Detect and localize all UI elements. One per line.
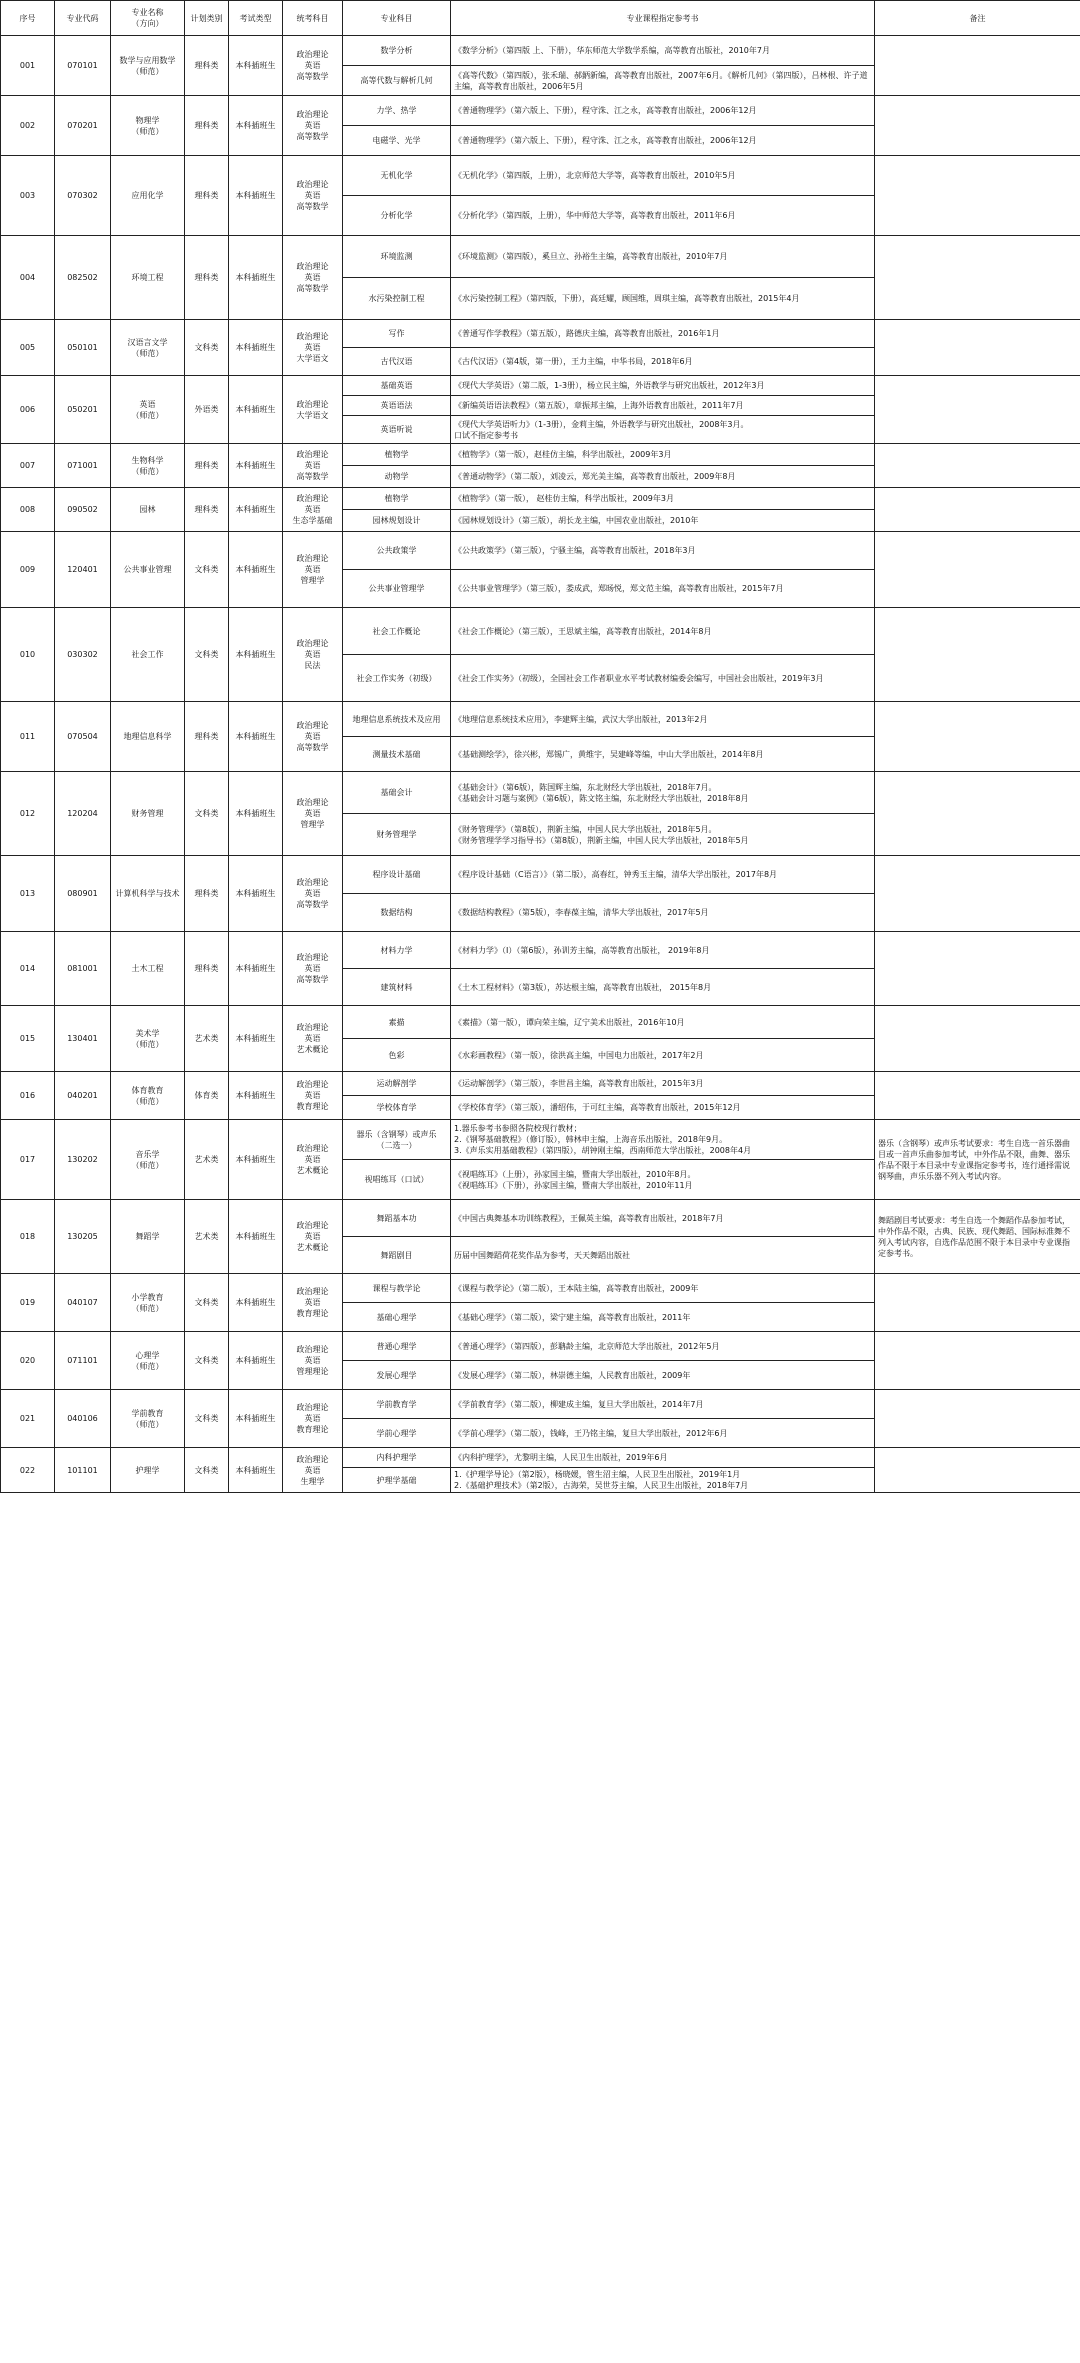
row-plan: 艺术类 [185,1120,229,1200]
row-unified-subjects: 政治理论 英语 教育理论 [283,1274,343,1332]
row-subject: 素描 [343,1006,451,1039]
row-major-name: 心理学 （师范） [111,1332,185,1390]
row-major-name: 英语 （师范） [111,376,185,444]
row-plan: 文科类 [185,320,229,376]
header-book: 专业课程指定参考书 [451,1,875,36]
row-reference-book: 《水彩画教程》（第一版），徐洪高主编，中国电力出版社，2017年2月 [451,1039,875,1072]
row-code: 130401 [55,1006,111,1072]
row-reference-book: 《发展心理学》（第二版），林崇德主编，人民教育出版社，2009年 [451,1361,875,1390]
row-note [875,532,1080,608]
row-major-name: 护理学 [111,1448,185,1493]
row-subject: 社会工作概论 [343,608,451,655]
row-note [875,856,1080,932]
row-subject: 色彩 [343,1039,451,1072]
row-major-name: 数学与应用数学 （师范） [111,36,185,96]
row-subject: 程序设计基础 [343,856,451,894]
row-exam-type: 本科插班生 [229,156,283,236]
row-reference-book: 《普通动物学》（第二版），刘凌云，郑光美主编，高等教育出版社，2009年8月 [451,466,875,488]
row-reference-book: 《新编英语语法教程》（第五版），章振邦主编，上海外语教育出版社，2011年7月 [451,396,875,416]
row-unified-subjects: 政治理论 英语 高等数学 [283,932,343,1006]
row-subject: 材料力学 [343,932,451,969]
row-note [875,444,1080,488]
row-subject: 学前心理学 [343,1419,451,1448]
row-plan: 文科类 [185,772,229,856]
row-subject: 财务管理学 [343,814,451,856]
row-reference-book: 《现代大学英语》（第二版，1-3册），杨立民主编，外语教学与研究出版社，2012年3月 [451,376,875,396]
row-plan: 理科类 [185,236,229,320]
row-exam-type: 本科插班生 [229,376,283,444]
row-note [875,1072,1080,1120]
row-exam-type: 本科插班生 [229,1274,283,1332]
row-plan: 理科类 [185,488,229,532]
row-reference-book: 《学校体育学》（第三版），潘绍伟，于可红主编，高等教育出版社，2015年12月 [451,1096,875,1120]
row-major-name: 美术学 （师范） [111,1006,185,1072]
row-no: 016 [1,1072,55,1120]
row-no: 009 [1,532,55,608]
row-subject: 视唱练耳（口试） [343,1160,451,1200]
row-reference-book: 《植物学》（第一版）， 赵桂仿主编，科学出版社，2009年3月 [451,488,875,510]
row-reference-book: 《基础测绘学》，徐兴彬，郑锡广，黄维宇，吴建峰等编，中山大学出版社，2014年8月 [451,737,875,772]
row-code: 130202 [55,1120,111,1200]
header-no: 序号 [1,1,55,36]
row-plan: 文科类 [185,532,229,608]
row-reference-book: 《运动解剖学》（第三版），李世昌主编，高等教育出版社，2015年3月 [451,1072,875,1096]
row-code: 080901 [55,856,111,932]
table-row [1,376,1080,396]
header-plan: 计划类别 [185,1,229,36]
row-plan: 艺术类 [185,1200,229,1274]
row-exam-type: 本科插班生 [229,1448,283,1493]
row-subject: 普通心理学 [343,1332,451,1361]
row-no: 017 [1,1120,55,1200]
row-major-name: 计算机科学与技术 [111,856,185,932]
row-subject: 内科护理学 [343,1448,451,1468]
row-unified-subjects: 政治理论 英语 教育理论 [283,1390,343,1448]
row-subject: 植物学 [343,488,451,510]
row-plan: 理科类 [185,932,229,1006]
row-code: 040201 [55,1072,111,1120]
row-reference-book: 《普通心理学》（第四版），彭聃龄主编，北京师范大学出版社，2012年5月 [451,1332,875,1361]
row-subject: 社会工作实务（初级） [343,655,451,702]
row-subject: 舞蹈基本功 [343,1200,451,1237]
row-no: 021 [1,1390,55,1448]
row-reference-book: 《素描》（第一版），谭向荣主编，辽宁美术出版社，2016年10月 [451,1006,875,1039]
row-exam-type: 本科插班生 [229,1332,283,1390]
row-no: 010 [1,608,55,702]
row-unified-subjects: 政治理论 英语 生理学 [283,1448,343,1493]
row-subject: 分析化学 [343,196,451,236]
header-note: 备注 [875,1,1080,36]
table-row [1,444,1080,466]
row-unified-subjects: 政治理论 英语 高等数学 [283,96,343,156]
row-unified-subjects: 政治理论 英语 管理学 [283,532,343,608]
row-note [875,236,1080,320]
row-reference-book: 《中国古典舞基本功训练教程》，王佩英主编，高等教育出版社，2018年7月 [451,1200,875,1237]
row-exam-type: 本科插班生 [229,932,283,1006]
row-note [875,1332,1080,1390]
row-subject: 水污染控制工程 [343,278,451,320]
row-reference-book: 《数学分析》（第四版 上、下册），华东师范大学数学系编，高等教育出版社，2010年7月 [451,36,875,66]
row-unified-subjects: 政治理论 英语 管理理论 [283,1332,343,1390]
row-no: 013 [1,856,55,932]
row-subject: 高等代数与解析几何 [343,66,451,96]
row-reference-book: 《学前心理学》（第二版），钱峰，王乃铭主编，复旦大学出版社，2012年6月 [451,1419,875,1448]
row-note [875,1390,1080,1448]
row-subject: 基础心理学 [343,1303,451,1332]
row-unified-subjects: 政治理论 英语 艺术概论 [283,1006,343,1072]
row-major-name: 小学教育 （师范） [111,1274,185,1332]
row-reference-book: 《视唱练耳》（上册），孙家国主编，暨南大学出版社，2010年8月。 《视唱练耳》（下册），孙家国主编，暨南大学出版社，2010年11月 [451,1160,875,1200]
row-note [875,1274,1080,1332]
row-subject: 学校体育学 [343,1096,451,1120]
row-reference-book: 1.器乐参考书参照各院校现行教材； 2.《钢琴基础教程》（修订版），韩林申主编，上海音乐出版社，2018年9月。 3.《声乐实用基础教程》（第四版），胡钟刚主编，西南师范大学出版社，2008年4月 [451,1120,875,1160]
row-unified-subjects: 政治理论 英语 高等数学 [283,236,343,320]
row-plan: 理科类 [185,702,229,772]
row-unified-subjects: 政治理论 英语 教育理论 [283,1072,343,1120]
row-subject: 电磁学、光学 [343,126,451,156]
row-no: 011 [1,702,55,772]
row-no: 018 [1,1200,55,1274]
row-subject: 运动解剖学 [343,1072,451,1096]
row-unified-subjects: 政治理论 英语 民法 [283,608,343,702]
row-reference-book: 《基础心理学》（第二版），梁宁建主编，高等教育出版社，2011年 [451,1303,875,1332]
row-exam-type: 本科插班生 [229,1072,283,1120]
row-note [875,1448,1080,1493]
row-code: 070302 [55,156,111,236]
row-subject: 发展心理学 [343,1361,451,1390]
row-note: 舞蹈剧目考试要求：考生自选一个舞蹈作品参加考试，中外作品不限，古典、民族、现代舞蹈、国际标准舞不列入考试内容，自选作品范围不限于本目录中专业课指定参考书。 [875,1200,1080,1274]
row-reference-book: 《现代大学英语听力》（1-3册），金莉主编，外语教学与研究出版社，2008年3月。 口试不指定参考书 [451,416,875,444]
row-code: 082502 [55,236,111,320]
row-subject: 数学分析 [343,36,451,66]
row-subject: 地理信息系统技术及应用 [343,702,451,737]
row-plan: 艺术类 [185,1006,229,1072]
row-reference-book: 历届中国舞蹈荷花奖作品为参考，天天舞蹈出版社 [451,1237,875,1274]
row-subject: 无机化学 [343,156,451,196]
table-row [1,1200,1080,1237]
row-no: 003 [1,156,55,236]
row-major-name: 体育教育 （师范） [111,1072,185,1120]
row-plan: 外语类 [185,376,229,444]
table-row [1,702,1080,737]
row-major-name: 财务管理 [111,772,185,856]
row-code: 090502 [55,488,111,532]
row-no: 004 [1,236,55,320]
row-plan: 理科类 [185,96,229,156]
row-note [875,488,1080,532]
row-code: 040106 [55,1390,111,1448]
row-no: 008 [1,488,55,532]
row-note [875,772,1080,856]
row-code: 070201 [55,96,111,156]
table-body [1,36,1080,1493]
row-reference-book: 《社会工作概论》（第三版），王思斌主编，高等教育出版社，2014年8月 [451,608,875,655]
row-unified-subjects: 政治理论 英语 艺术概论 [283,1120,343,1200]
row-no: 012 [1,772,55,856]
table-row [1,856,1080,894]
row-code: 130205 [55,1200,111,1274]
row-reference-book: 《公共政策学》（第三版），宁骚主编，高等教育出版社，2018年3月 [451,532,875,570]
row-plan: 理科类 [185,36,229,96]
row-subject: 公共政策学 [343,532,451,570]
row-note [875,608,1080,702]
row-subject: 力学、热学 [343,96,451,126]
row-exam-type: 本科插班生 [229,772,283,856]
row-major-name: 生物科学 （师范） [111,444,185,488]
table-header-row [1,1,1080,36]
row-plan: 文科类 [185,1448,229,1493]
header-name: 专业名称 （方向） [111,1,185,36]
row-exam-type: 本科插班生 [229,36,283,96]
row-major-name: 音乐学 （师范） [111,1120,185,1200]
row-exam-type: 本科插班生 [229,608,283,702]
row-unified-subjects: 政治理论 英语 大学语文 [283,320,343,376]
row-major-name: 社会工作 [111,608,185,702]
row-subject: 基础英语 [343,376,451,396]
header-subject: 专业科目 [343,1,451,36]
row-subject: 基础会计 [343,772,451,814]
row-plan: 理科类 [185,856,229,932]
row-unified-subjects: 政治理论 英语 管理学 [283,772,343,856]
row-exam-type: 本科插班生 [229,1390,283,1448]
row-subject: 器乐（含钢琴）或声乐 （二选一） [343,1120,451,1160]
row-reference-book: 《水污染控制工程》（第四版，下册），高廷耀，顾国维，周琪主编，高等教育出版社，2015年4月 [451,278,875,320]
row-subject: 动物学 [343,466,451,488]
row-no: 005 [1,320,55,376]
row-note [875,702,1080,772]
row-subject: 公共事业管理学 [343,570,451,608]
table-row [1,1006,1080,1039]
row-reference-book: 《基础会计》（第6版），陈国辉主编，东北财经大学出版社，2018年7月。 《基础会计习题与案例》（第6版），陈文铭主编，东北财经大学出版社，2018年8月 [451,772,875,814]
row-subject: 英语听说 [343,416,451,444]
row-no: 019 [1,1274,55,1332]
row-exam-type: 本科插班生 [229,702,283,772]
header-exam-type: 考试类型 [229,1,283,36]
row-plan: 理科类 [185,156,229,236]
row-note [875,376,1080,444]
row-reference-book: 《财务管理学》（第8版），荆新主编，中国人民大学出版社，2018年5月。 《财务管理学学习指导书》（第8版），荆新主编，中国人民大学出版社，2018年5月 [451,814,875,856]
row-reference-book: 《材料力学》（Ⅰ）（第6版），孙训芳主编，高等教育出版社， 2019年8月 [451,932,875,969]
row-reference-book: 1.《护理学导论》（第2版），杨晓媛，管生沼主编，人民卫生出版社，2019年1月 2.《基础护理技术》（第2版），古海荣，吴世芬主编，人民卫生出版社，2018年7月 [451,1468,875,1493]
row-exam-type: 本科插班生 [229,1120,283,1200]
row-subject: 环境监测 [343,236,451,278]
table-row [1,1390,1080,1419]
row-major-name: 汉语言文学 （师范） [111,320,185,376]
row-major-name: 应用化学 [111,156,185,236]
row-code: 070101 [55,36,111,96]
row-note [875,156,1080,236]
row-plan: 文科类 [185,1274,229,1332]
table-row [1,156,1080,196]
row-major-name: 舞蹈学 [111,1200,185,1274]
row-code: 070504 [55,702,111,772]
row-reference-book: 《数据结构教程》（第5版），李春葆主编，清华大学出版社，2017年5月 [451,894,875,932]
header-code: 专业代码 [55,1,111,36]
row-exam-type: 本科插班生 [229,444,283,488]
row-exam-type: 本科插班生 [229,856,283,932]
row-major-name: 园林 [111,488,185,532]
row-subject: 护理学基础 [343,1468,451,1493]
row-no: 022 [1,1448,55,1493]
table-row [1,320,1080,348]
row-plan: 文科类 [185,1332,229,1390]
table-row [1,1274,1080,1303]
row-subject: 写作 [343,320,451,348]
row-reference-book: 《程序设计基础（C语言）》（第二版），高春红，钟秀玉主编，清华大学出版社，2017年8月 [451,856,875,894]
row-code: 120401 [55,532,111,608]
row-note [875,36,1080,96]
table-row [1,772,1080,814]
row-note [875,320,1080,376]
row-reference-book: 《无机化学》（第四版，上册），北京师范大学等，高等教育出版社，2010年5月 [451,156,875,196]
table-row [1,932,1080,969]
row-unified-subjects: 政治理论 英语 高等数学 [283,36,343,96]
row-code: 050201 [55,376,111,444]
row-exam-type: 本科插班生 [229,320,283,376]
row-reference-book: 《地理信息系统技术应用》，李建辉主编，武汉大学出版社，2013年2月 [451,702,875,737]
row-note [875,932,1080,1006]
row-code: 081001 [55,932,111,1006]
row-exam-type: 本科插班生 [229,96,283,156]
table-row [1,1332,1080,1361]
row-unified-subjects: 政治理论 英语 艺术概论 [283,1200,343,1274]
row-reference-book: 《学前教育学》（第二版），柳建成主编，复旦大学出版社，2014年7月 [451,1390,875,1419]
row-subject: 英语语法 [343,396,451,416]
row-subject: 古代汉语 [343,348,451,376]
header-unified: 统考科目 [283,1,343,36]
row-unified-subjects: 政治理论 英语 高等数学 [283,856,343,932]
row-subject: 数据结构 [343,894,451,932]
row-plan: 理科类 [185,444,229,488]
table-row [1,532,1080,570]
row-no: 014 [1,932,55,1006]
row-note [875,1006,1080,1072]
table-row [1,36,1080,66]
row-exam-type: 本科插班生 [229,532,283,608]
row-no: 007 [1,444,55,488]
row-unified-subjects: 政治理论 英语 高等数学 [283,156,343,236]
row-exam-type: 本科插班生 [229,236,283,320]
table-row [1,236,1080,278]
table-row [1,1072,1080,1096]
row-major-name: 土木工程 [111,932,185,1006]
row-reference-book: 《社会工作实务》（初级），全国社会工作者职业水平考试教材编委会编写，中国社会出版社，2019年3月 [451,655,875,702]
row-exam-type: 本科插班生 [229,1006,283,1072]
row-unified-subjects: 政治理论 英语 生态学基础 [283,488,343,532]
row-unified-subjects: 政治理论 英语 高等数学 [283,444,343,488]
row-no: 015 [1,1006,55,1072]
row-reference-book: 《公共事业管理学》（第三版），娄成武，郑旸悦，郑文范主编，高等教育出版社，2015年7月 [451,570,875,608]
row-reference-book: 《普通物理学》（第六版上、下册），程守洙、江之永，高等教育出版社，2006年12月 [451,96,875,126]
row-reference-book: 《高等代数》（第四版），张禾瑞、郝鈵新编，高等教育出版社，2007年6月。《解析几何》（第四版），吕林根、许子道主编，高等教育出版社，2006年5月 [451,66,875,96]
row-major-name: 物理学 （师范） [111,96,185,156]
row-reference-book: 《普通写作学教程》（第五版），路德庆主编，高等教育出版社，2016年1月 [451,320,875,348]
table-row [1,1448,1080,1468]
row-code: 120204 [55,772,111,856]
row-code: 071101 [55,1332,111,1390]
row-note: 器乐（含钢琴）或声乐考试要求：考生自选一首乐器曲目或一首声乐曲参加考试，中外作品不限，曲舞、器乐作品不限于本目录中专业课指定参考书，连行通择需说钢琴曲，声乐乐器不列入考试内容。 [875,1120,1080,1200]
row-reference-book: 《内科护理学》，尤黎明主编，人民卫生出版社，2019年6月 [451,1448,875,1468]
row-reference-book: 《分析化学》（第四版，上册），华中师范大学等，高等教育出版社，2011年6月 [451,196,875,236]
row-note [875,96,1080,156]
row-subject: 测量技术基础 [343,737,451,772]
row-unified-subjects: 政治理论 英语 高等数学 [283,702,343,772]
row-subject: 学前教育学 [343,1390,451,1419]
row-no: 001 [1,36,55,96]
row-exam-type: 本科插班生 [229,488,283,532]
row-reference-book: 《植物学》（第一版），赵桂仿主编，科学出版社，2009年3月 [451,444,875,466]
table-row [1,608,1080,655]
table-row [1,488,1080,510]
table-row [1,1120,1080,1160]
row-no: 002 [1,96,55,156]
row-subject: 课程与教学论 [343,1274,451,1303]
row-code: 050101 [55,320,111,376]
row-reference-book: 《课程与教学论》（第二版），王本陆主编，高等教育出版社，2009年 [451,1274,875,1303]
table-row [1,96,1080,126]
row-plan: 体育类 [185,1072,229,1120]
row-no: 020 [1,1332,55,1390]
row-major-name: 地理信息科学 [111,702,185,772]
row-no: 006 [1,376,55,444]
row-subject: 园林规划设计 [343,510,451,532]
row-major-name: 环境工程 [111,236,185,320]
row-plan: 文科类 [185,608,229,702]
row-reference-book: 《土木工程材料》（第3版），苏达根主编，高等教育出版社， 2015年8月 [451,969,875,1006]
row-major-name: 公共事业管理 [111,532,185,608]
row-major-name: 学前教育 （师范） [111,1390,185,1448]
row-code: 040107 [55,1274,111,1332]
row-reference-book: 《园林规划设计》（第三版），胡长龙主编，中国农业出版社，2010年 [451,510,875,532]
row-plan: 文科类 [185,1390,229,1448]
row-subject: 舞蹈剧目 [343,1237,451,1274]
row-unified-subjects: 政治理论 大学语文 [283,376,343,444]
row-reference-book: 《古代汉语》（第4版，第一册），王力主编，中华书局，2018年6月 [451,348,875,376]
row-reference-book: 《普通物理学》（第六版上、下册），程守洙、江之永，高等教育出版社，2006年12月 [451,126,875,156]
row-reference-book: 《环境监测》（第四版），奚旦立、孙裕生主编，高等教育出版社，2010年7月 [451,236,875,278]
row-exam-type: 本科插班生 [229,1200,283,1274]
row-code: 030302 [55,608,111,702]
row-code: 101101 [55,1448,111,1493]
row-subject: 植物学 [343,444,451,466]
row-code: 071001 [55,444,111,488]
row-subject: 建筑材料 [343,969,451,1006]
